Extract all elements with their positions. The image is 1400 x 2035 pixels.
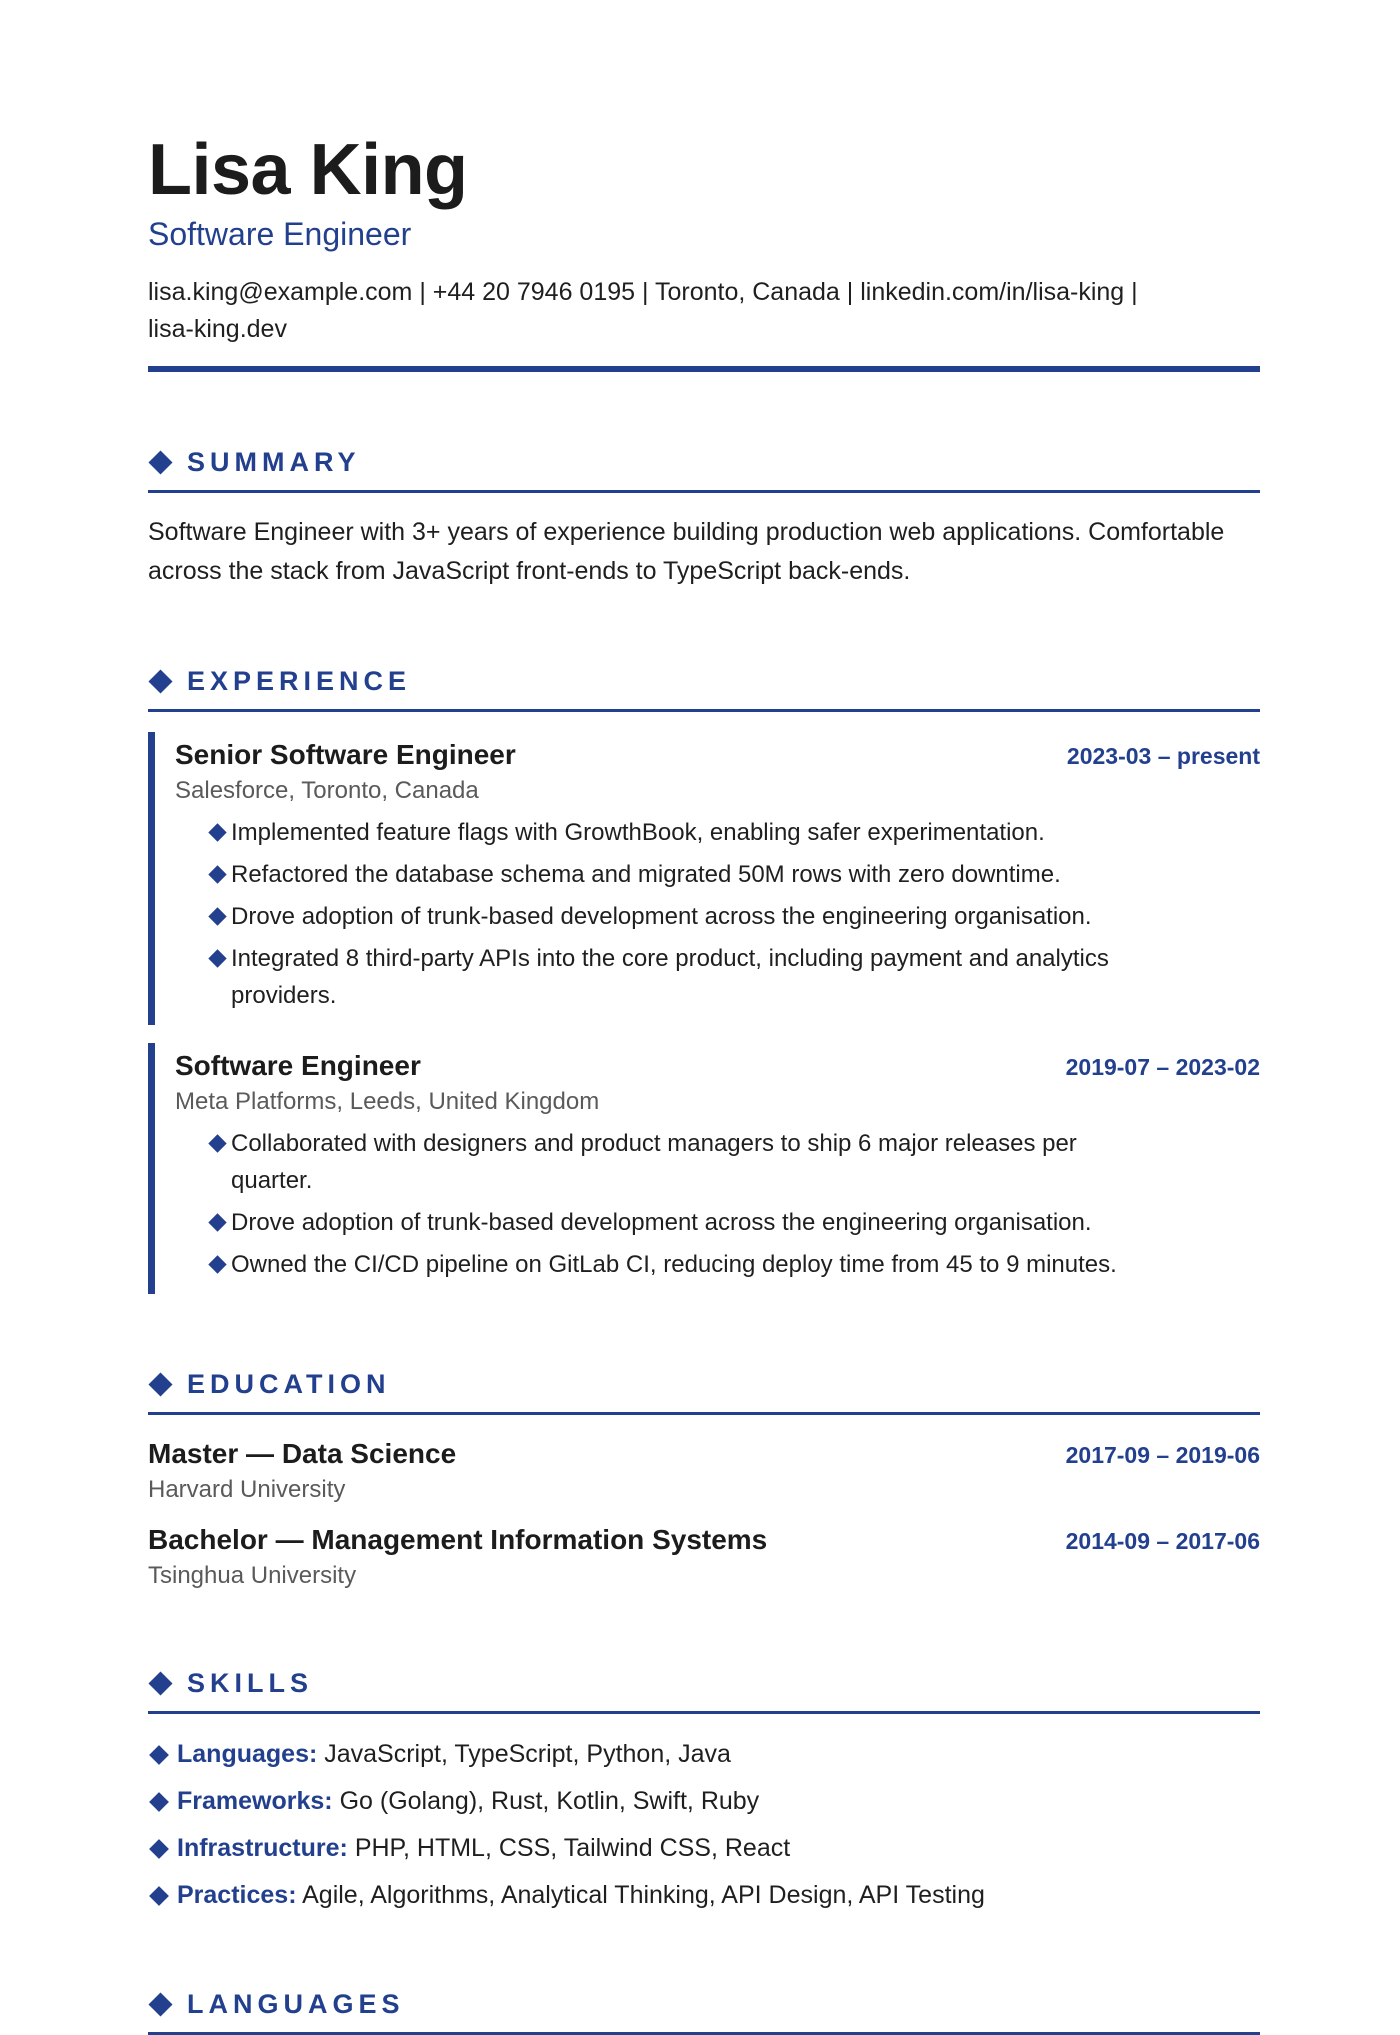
diamond-icon	[148, 669, 172, 693]
list-item: Implemented feature flags with GrowthBook, enabling safer experimentation.	[207, 814, 1161, 851]
section-divider	[148, 1412, 1260, 1415]
summary-section	[148, 444, 1260, 591]
school-name: Tsinghua University	[148, 1562, 357, 1589]
skill-values: Agile, Algorithms, Analytical Thinking, API Design, API Testing	[302, 1881, 985, 1909]
list-item: Drove adoption of trunk-based development across the engineering organisation.	[207, 898, 1161, 935]
diamond-bullet-icon	[208, 1213, 226, 1231]
diamond-bullet-icon	[208, 1255, 226, 1273]
skill-values: JavaScript, TypeScript, Python, Java	[324, 1740, 731, 1768]
experience-heading	[148, 663, 1260, 699]
job-title: Software Engineer	[175, 1050, 421, 1081]
skill-category: Frameworks:	[177, 1787, 333, 1815]
job-entry	[148, 732, 1260, 1025]
job-company: Meta Platforms, Leeds, United Kingdom	[175, 1088, 600, 1115]
education-dates: 2017-09 – 2019-06	[1065, 1442, 1260, 1468]
skills-list	[148, 1736, 1260, 1914]
candidate-name: Lisa King	[148, 130, 468, 210]
languages-heading	[148, 1986, 1260, 2022]
section-title: EXPERIENCE	[187, 665, 412, 696]
list-item: Refactored the database schema and migrated 50M rows with zero downtime.	[207, 856, 1161, 893]
summary-text: Software Engineer with 3+ years of experience building production web applications. Comfortable across the stack from JavaScript front-ends to TypeScript back-ends.	[148, 518, 1225, 585]
diamond-bullet-icon	[208, 823, 226, 841]
experience-section	[148, 663, 1260, 1294]
list-item	[148, 1830, 1260, 1867]
diamond-bullet-icon	[149, 1839, 169, 1859]
education-dates: 2014-09 – 2017-06	[1065, 1528, 1260, 1554]
list-item: Drove adoption of trunk-based development across the engineering organisation.	[207, 1204, 1161, 1241]
diamond-icon	[148, 450, 172, 474]
summary-heading	[148, 444, 1260, 480]
job-company: Salesforce, Toronto, Canada	[175, 777, 479, 804]
list-item	[148, 1877, 1260, 1914]
diamond-bullet-icon	[149, 1886, 169, 1906]
section-divider	[148, 490, 1260, 493]
candidate-role: Software Engineer	[148, 216, 412, 252]
skill-values: PHP, HTML, CSS, Tailwind CSS, React	[354, 1834, 791, 1862]
education-entry	[148, 1521, 1260, 1593]
languages-section	[148, 1986, 1260, 2035]
job-entry	[148, 1043, 1260, 1294]
diamond-bullet-icon	[208, 1134, 226, 1152]
section-title: EDUCATION	[187, 1368, 391, 1399]
section-title: SUMMARY	[187, 446, 361, 477]
list-item	[148, 1783, 1260, 1820]
resume-page	[148, 0, 1260, 2035]
skills-heading	[148, 1665, 1260, 1701]
job-bullets	[175, 814, 1260, 1014]
education-section	[148, 1366, 1260, 1593]
contact-line: lisa.king@example.com | +44 20 7946 0195 | Toronto, Canada | linkedin.com/in/lisa-king | lisa-king.dev	[148, 278, 1138, 343]
skill-category: Practices:	[177, 1881, 297, 1909]
job-dates: 2023-03 – present	[1066, 743, 1260, 769]
list-item	[148, 1736, 1260, 1773]
section-divider	[148, 1711, 1260, 1714]
degree-title: Master — Data Science	[148, 1438, 457, 1469]
header-divider	[148, 366, 1260, 372]
degree-title: Bachelor — Management Information Systems	[148, 1524, 768, 1555]
job-title: Senior Software Engineer	[175, 739, 516, 770]
skill-values: Go (Golang), Rust, Kotlin, Swift, Ruby	[339, 1787, 760, 1815]
diamond-bullet-icon	[208, 907, 226, 925]
section-divider	[148, 709, 1260, 712]
list-item: Integrated 8 third-party APIs into the core product, including payment and analytics providers.	[207, 940, 1161, 1014]
skills-section	[148, 1665, 1260, 1914]
job-bullets	[175, 1125, 1260, 1283]
diamond-icon	[148, 1372, 172, 1396]
education-heading	[148, 1366, 1260, 1402]
diamond-bullet-icon	[149, 1745, 169, 1765]
diamond-icon	[148, 1671, 172, 1695]
skill-category: Languages:	[177, 1740, 318, 1768]
skill-category: Infrastructure:	[177, 1834, 348, 1862]
education-entry	[148, 1435, 1260, 1507]
diamond-icon	[148, 1992, 172, 2016]
school-name: Harvard University	[148, 1476, 346, 1503]
section-title: SKILLS	[187, 1667, 314, 1698]
list-item: Owned the CI/CD pipeline on GitLab CI, reducing deploy time from 45 to 9 minutes.	[207, 1246, 1161, 1283]
job-dates: 2019-07 – 2023-02	[1065, 1054, 1260, 1080]
list-item: Collaborated with designers and product managers to ship 6 major releases per quarter.	[207, 1125, 1161, 1199]
diamond-bullet-icon	[208, 865, 226, 883]
diamond-bullet-icon	[149, 1792, 169, 1812]
diamond-bullet-icon	[208, 949, 226, 967]
section-title: LANGUAGES	[187, 1988, 405, 2019]
